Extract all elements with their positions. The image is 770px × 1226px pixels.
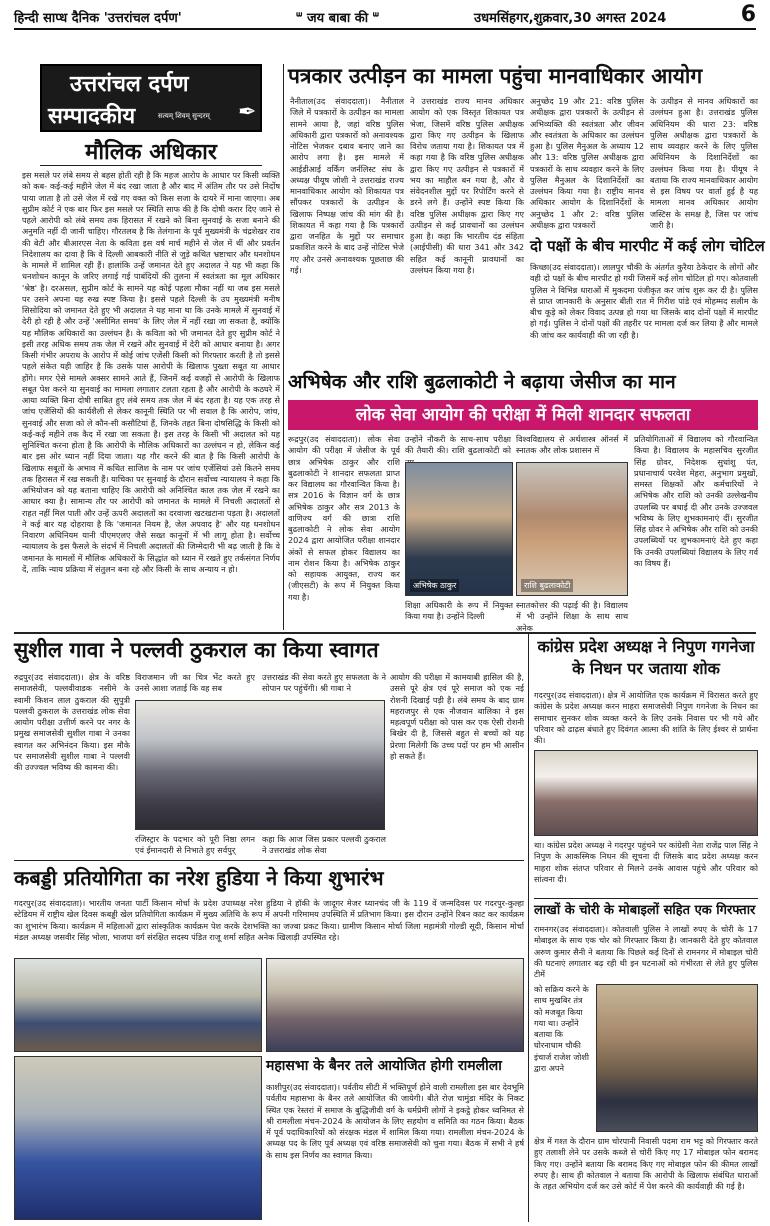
- abhishek-headline: अभिषेक और राशि बुढलाकोटी ने बढ़ाया जेसीज का मान: [288, 371, 676, 393]
- column-divider: [528, 634, 529, 1222]
- masthead: [14, 4, 756, 30]
- congress-body: गदरपुर(उद संवाददाता)। क्षेत्र में आयोजित एक कार्यक्रम में विरासत करते हुए कांग्रेस के प्रदेश अध्यक्ष करन माहरा समाजसेवी निपुण गगनेजा के निधन का समाचार सुनकर शोक व्यक्त करने के लिए उनके निवास पर भी गये और परिवार को ढाढ़स बंधाते हुए दिवंगत आत्मा की शांति के लिए ईश्वर से प्रार्थना की।: [534, 690, 758, 745]
- thief-col-narrow: को सक्रिय करने के साथ मुखबिर तंत्र को मजबूत किया गया था। उन्होंने बताया कि घोरनाधाम चौकी इंचार्ज राजेश जोशी द्वारा अपने: [534, 984, 589, 1073]
- place-date: उधमसिंहगर,शुक्रवार,30 अगस्त 2024: [474, 11, 667, 26]
- abhishek-photo-name: अभिषेक ठाकुर: [410, 579, 459, 592]
- kabaddi-body: गदरपुर(उद संवाददाता)। भारतीय जनता पार्टी किसान मोर्चा के प्रदेश उपाध्यक्ष नरेश हुडिया ने हॉकी के जादूगर मेजर ध्यानचंद जी के 119 वें जन्मदिवस पर गदरपुर-कुल्हा स्टेडियम में राष्ट्रीय खेल दिवस कबड्डी खेल प्रतियोगिता कार्यक्रम में मुख्य अतिथि के रूप में अपनी गरिमामय उपस्थिति में प्रतिभाग किया। इस दौरान उन्होंने रिबन काट कर कार्यक्रम का शुभारंभ किया। कार्यक्रम में महिलाओं द्वारा सांस्कृतिक कार्यक्रम पेश करके देशभक्ति का जज्बा प्रकट किया। ग्रामीण किसान मोर्चा जिला महामंत्री गोल्डी सूदी, किसान मोर्चा मंडल अध्यक्ष जसवीर सिंह भोला, भाजपा वर्ग संरक्षित सदस्य पंडित राजू शर्मा सहित अनेक खिलाड़ी उपस्थित रहे।: [14, 898, 524, 942]
- abhishek-col3: विश्वविद्यालय से अर्थशास्त्र ऑनर्स में स्नातक और लोक प्रशासन में: [516, 434, 628, 456]
- thief-body: रामनगर(उद संवाददाता)। कोतवाली पुलिस ने लाखों रुपए के चोरी के 17 मोबाइल के साथ एक चोर को गिरफ्तार किया है। जानकारी देते हुए कोतवाल अरुण कुमार सैनी ने बताया कि पिछले कई दिनों से रामनगर में मोबाइल चोरी की घटनाएं लगातार बढ़ रही थी इन घटनाओं को गंभीरता से लेते हुए पुलिस टीमें: [534, 924, 758, 979]
- ramleela-headline: महासभा के बैनर तले आयोजित होगी रामलीला: [266, 1058, 502, 1074]
- rashi-photo-name: राशि बुढलाकोटी: [521, 579, 573, 592]
- editorial-logo: [40, 64, 262, 132]
- lead-col1: नैनीताल(उद संवाददाता)। नैनीताल जिले में पत्रकारों के उत्पीड़न का मामला सामने आया है, जहां वरिष्ठ पुलिस अधिकारी द्वारा पत्रकारों को अनावश्यक नोटिस भेजकर दबाव बनाए जाने का आरोप लगा है। इस मामले में आईडीआई वर्किंग जर्नलिस्ट संघ के अध्यक्ष पीयूष जोशी ने उत्तराखंड राज्य मानवाधिकार आयोग को शिकायत पत्र सौंपकर पत्रकारों के उत्पीड़न के खिलाफ निष्पक्ष जांच की मांग की है। शिकायत में कहा गया है कि पत्रकारों द्वारा जनहित के मुद्दों पर समाचार प्रकाशित करने के बाद उन्हें नोटिस भेजे गए और उनसे अनावश्यक पूछताछ की गई।: [290, 96, 404, 275]
- quill-icon: ✒: [238, 100, 257, 125]
- sushil-photo: [135, 700, 385, 830]
- abhishek-col3b: स्नातकोत्तर की पढ़ाई की है। विद्यालय में भी उन्होंने शिक्षा के साथ साथ अनेक: [516, 600, 628, 633]
- section-rule: [14, 860, 524, 861]
- lead-col3: अनुच्छेद 19 और 21: वरिष्ठ पुलिस अधीक्षक द्वारा पत्रकारों के उत्पीड़न से अभिव्यक्ति की स्वतंत्रता और जीवन और स्वतंत्रता के अधिकार का उल्लंघन हुआ है। पुलिस मैनुअल के अध्याय 12 और 13: वरिष्ठ पुलिस अधीक्षक द्वारा पत्रकारों के साथ व्यवहार करने के लिए पुलिस मैनुअल के दिशानिर्देशों का उल्लंघन किया गया है। राष्ट्रीय मानव अधिकार आयोग के दिशानिर्देशों के अनुच्छेद 1 और 2: वरिष्ठ पुलिस अधीक्षक द्वारा पत्रकारों: [530, 96, 644, 230]
- abhishek-subhead: लोक सेवा आयोग की परीक्षा में मिली शानदार सफलता: [288, 400, 758, 430]
- thief-tail: क्षेत्र में गश्त के दौरान ग्राम चोरपानी निवासी पदमा राम भट्ट को गिरफ्तार करते हुए तलाशी लेने पर उसके कब्जे से चोरी किए गए 17 मोबाइल फोन बरामद किए गए। उन्होंने बताया कि बरामद किए गए मोबाइल फोन की कीमत लाखों रुपए है। साथ ही कोतवाल ने बताया कि आरोपी के खिलाफ संबंधित धाराओं के तहत अभियोग दर्ज कर उसे कोर्ट में पेश करने की कार्यवाही की गई है।: [534, 1136, 758, 1191]
- section-rule: [534, 898, 758, 899]
- sushil-col3: उत्तराखंड की सेवा करते हुए सफलता के ने सोपान पर पहुंचेंगी। श्री गाबा ने: [262, 672, 386, 694]
- center-slogan: [296, 8, 446, 26]
- ramleela-body: काशीपुर(उद संवाददाता)। पर्वतीय सीटी में भक्तिपूर्ण होने वाली रामलीला इस बार देवभूमि पर्वतीय महासभा के बैनर तले आयोजित की जायेगी। बीते रोज़ चामुंडा मंदिर के निकट स्थित एक रेस्तरां में समाज के बुद्धिजीवी वर्ग के धर्मप्रेमी लोगों ने इकट्ठे होकर ध्वनिमत से श्री रामलीला मंचन-2024 के आयोजन के लिए सहयोग व समिति का गठन किया। बैठक में पूर्व पदाधिकारियों को संरक्षक मंडल में शामिल किया गया। रामलीला मंचन-2024 के अध्यक्ष पद के लिए पूर्व अध्यक्ष एवं वरिष्ठ समाजसेवी को चुना गया। बैठक में सभी ने हर्ष के साथ इस निर्णय का स्वागत किया।: [266, 1082, 524, 1160]
- trident-icon: ᐜ: [372, 11, 380, 26]
- thief-photo: [596, 984, 758, 1132]
- editorial-body: इस मसले पर लंबे समय से बहस होती रही है कि महज आरोप के आधार पर किसी व्यक्ति को कब- कई-कई महीने जेल में बंद रखा जाता है और बाद में अंतिम तौर पर उसे निर्दोष पाया जाता है तो उसे जेल में रखे गए वक्त को किस सजा के दायरे में माना जाएगा। अब सुप्रीम कोर्ट ने एक बार फिर इस मसले पर स्थिति साफ की है कि दोषी करार दिए जाने से पहले आरोपी को लंबे समय तक हिरासत में रखने को बिना सुनवाई के सजा बनाने की अनुमति नहीं दी जानी चाहिए। गौरतलब है कि तेलंगाना के पूर्व मुख्यमंत्री के चंद्रशेखर राव की बेटी और बीआरएस नेता के कविता इस वर्ष मार्च महीने से जेल में थीं और प्रवर्तन निदेशालय का दावा है कि वे दिल्ली आबकारी नीति से जुड़े कथित भ्रष्टाचार और धनशोधन के मामले में शामिल रही हैं। हालांकि उन्हें जमानत देते हुए अदालत ने यह भी कहा कि धनशोधन कानून के जरिए लगाई गई पाबंदियों की तुलना में स्वतंत्रता का मूल अधिकार 'श्रेष्ठ' है। दरअसल, सुप्रीम कोर्ट के सामने यह कोई पहला मौका नहीं था जब इस मसले पर उसने अपना यह रुख स्पष्ट किया है। इससे पहले दिल्ली के उप मुख्यमंत्री मनीष सिसोदिया को जमानत देते हुए भी अदालत ने यह माना था कि उनके मामले में सुनवाई में देरी हो रही है और उन्हें 'असीमित समय' के लिए जेल में नहीं रखा जा सकता है, क्योंकि यह मौलिक अधिकारों का उल्लंघन है। के कविता को भी जमानत देते हुए सुप्रीम कोर्ट ने इसी तरह अधिक समय तक जेल में रखने और सुनवाई में देरी को आधार बनाया है। अगर किसी गंभीर अपराध के आरोप में कोई जांच एजेंसी किसी को गिरफ्तार करती है तो इससे पहले संकेत यही जाहिर है कि उसके पास आरोपी के खिलाफ पुख्ता सबूत या आधार होंगे। मगर ऐसे मामले अक्सर सामने आते हैं, जिनमें कई वजहों से आरोपी के खिलाफ सबूत पेश करने या सुनवाई का मामला लगातार टलता रहता है और आरोपी के कठघरे में आया व्यक्ति बिना दोषी साबित हुए लंबे समय तक जेल में बंद रहता है। यह एक तरह से जांच एजेंसियों की कार्यशैली से लेकर कानूनी स्थिति पर भी सवाल है कि आरोप, जांच, सुनवाई और सजा को ले कौन-सी कसौटियां हैं, जिनके तहत बिना दोषसिद्धि के किसी को कई-कई महीने तक कैद में रखा जा सकता है। इस तरह के किसी भी अदालत को यह सुनिश्चित करना होता है कि आरोपी के मौलिक अधिकारों का उल्लंघन न हो, लेकिन कई बार इस ओर ध्यान नहीं दिया जाता। यह गौर करने की बात है कि किसी आरोपी के खिलाफ सबूतों के अभाव में कथित साजिश के नाम पर जांच एजेंसियां उसे कितने समय तक हिरासत में रख सकती हैं। याचिका पर सुनवाई के दौरान सर्वोच्च न्यायालय ने कहा कि अभियोजन को यह बताना चाहिए कि आरोपी को अनिश्चित काल तक जेल में रखने का आधार क्या है। सामान्य तौर पर आरोपी को जमानत के मामले में निचली अदालतों से राहत नहीं मिल पाती और उन्हें ऊपरी अदालतों का दरवाजा खटखटाना पड़ता है। अदालतों ने कई बार यह दोहराया है कि 'जमानत नियम है, जेल अपवाद है' और यह धनशोधन निवारण अधिनियम यानी पीएमएलए जैसे सख्त कानूनों में भी लागू होता है। सर्वोच्च न्यायालय के इस फैसले के संदर्भ में निचली अदालतों की जिम्मेदारी भी बढ़ जाती है कि वे जमानत के मामलों में मौलिक अधिकारों के सिद्धांत को ध्यान में रखते हुए तर्कसंगत निर्णय दें, ताकि न्याय प्रक्रिया में संतुलन बना रहे और किसी के साथ अन्याय न हो।: [22, 170, 280, 574]
- section-rule: [14, 632, 756, 634]
- fight-body: किच्छा(उद संवाददाता)। लालपुर चौकी के अंतर्गत कुरैया ठेकेदार के लोगों और वही दो पक्षों के बीच मारपीट हो गयी जिसमें कई लोग चोटिल हो गए। कोतवाली पुलिस ने विभिन्न धाराओं में मुकदमा पंजीकृत कर जांच शुरू कर दी है। पुलिस से प्राप्त जानकारी के अनुसार बीती रात में गिरीश पांडे एवं मोहम्मद सलीम के बीच कूड़े को लेकर विवाद उत्पन्न हो गया था जिसके बाद दोनों पक्षों में मारपीट हो गई। पुलिस ने दोनों पक्षों की तहरीर पर मामला दर्ज कर लिया है और मामले की जांच कर कार्यवाही की जा रही है।: [530, 262, 758, 340]
- editorial-headline: मौलिक अधिकार: [40, 136, 262, 166]
- editorial-logo-subtitle: सम्पादकीय: [48, 104, 136, 129]
- congress-photo: [534, 750, 758, 836]
- column-divider: [283, 64, 284, 630]
- thief-headline: लाखों के चोरी के मोबाइलों सहित एक गिरफ्तार: [534, 903, 756, 918]
- editorial-logo-title: उत्तरांचल दर्पण: [70, 72, 189, 97]
- sushil-col4: आयोग की परीक्षा में कामयाबी हासिल की है, उससे पूरे क्षेत्र एवं पूरे समाज को एक नई रोशनी दिखाई पड़ी है। लंबे समय के बाद ग्राम महराजपुर से एक नौजवान बालिका ने इस महत्वपूर्ण परीक्षा को पास कर एक ऐसी रोशनी बिखेर दी है, जिससे बहुत से बच्चों को यह प्रेरणा मिलेगी कि उच्च पदों पर हम भी आसीन हो सकते हैं।: [390, 672, 524, 761]
- kabaddi-photo-right: [266, 958, 524, 1052]
- sushil-caption-left: रजिस्ट्रार के पदभार को पूरी निष्ठा लगन एवं ईमानदारी से निभाते हुए सर्वपुर्: [135, 834, 255, 856]
- sushil-col2: विराजमान जी का चित्र भेंट करते हुए उनसे आशा जताई कि वह सब: [135, 672, 255, 694]
- abhishek-photo: [405, 462, 513, 596]
- congress-caption: था। कांग्रेस प्रदेश अध्यक्ष ने गदरपुर पहुंचने पर कांग्रेसी नेता राजेंद्र पाल सिंह ने निपुण के आकस्मिक निधन की सूचना दी जिसके बाद प्रदेश अध्यक्ष करन माहरा शोक संतप्त परिवार से मिलने उनके आवास पहुंचे और परिवार को सांत्वना दी।: [534, 840, 758, 884]
- paper-name: हिन्दी साप्ध दैनिक 'उत्तरांचल दर्पण': [14, 11, 182, 26]
- motto: सत्यम् शिवम् सुन्दरम्: [158, 112, 210, 120]
- sushil-col1: रुद्रपुर(उद संवाददाता)। क्षेत्र के वरिष्ठ समाजसेवी, पल्लवीवाडक नसीमे के स्वामी किशन लाल ठुकराल की सुपुत्री पल्लवी ठुकराल के उत्तराखंड लोक सेवा आयोग परीक्षा उत्तीर्ण करने पर नगर के प्रमुख समाजसेवी सुशील गाबा ने उनका स्वागत कर अभिनंदन किया। इस मौके पर समाजसेवी सुशील गाबा ने पल्लवी की उज्ज्वल भविष्य की कामना की।: [14, 672, 130, 772]
- kabaddi-headline: कबड्डी प्रतियोगिता का नरेश हुडिया ने किया शुभारंभ: [14, 866, 384, 890]
- lead-col2: ने उत्तराखंड राज्य मानव अधिकार आयोग को एक विस्तृत शिकायत पत्र भेजा, जिसमें वरिष्ठ पुलिस अधीक्षक द्वारा किए गए उत्पीड़न के खिलाफ विरोध जताया गया है। शिकायत पत्र में कहा गया है कि वरिष्ठ पुलिस अधीक्षक द्वारा किए गए उत्पीड़न से पत्रकारों में भय का माहौल बन गया है, और वे संवेदनशील मुद्दों पर रिपोर्टिंग करने से डरने लगे हैं। उन्होंने स्पष्ट किया कि वरिष्ठ पुलिस अधीक्षक द्वारा किए गए उत्पीड़न से कई प्रावधानों का उल्लंघन हुआ है। कहा कि भारतीय दंड संहिता (आईपीसी) की धारा 341 और 342 सहित कई कानूनी प्रावधानों का उल्लंघन किया गया है।: [410, 96, 524, 275]
- slogan-text: जय बाबा की: [306, 11, 369, 26]
- congress-headline: कांग्रेस प्रदेश अध्यक्ष ने निपुण गगनेजा के निधन पर जताया शोक: [537, 637, 755, 678]
- rashi-photo: [516, 462, 628, 596]
- abhishek-col2: उन्होंने नौकरी के साथ-साथ परीक्षा की तैयारी की। राशि बुढलाकोटी को: [405, 434, 511, 456]
- lead-headline: पत्रकार उत्पीड़न का मामला पहुंचा मानवाधिकार आयोग: [288, 64, 703, 88]
- sushil-headline: सुशील गावा ने पल्लवी ठुकराल का किया स्वागत: [14, 638, 379, 662]
- fight-headline: दो पक्षों के बीच मारपीट में कई लोग चोटिल: [530, 237, 765, 255]
- kabaddi-photo-team: [14, 1056, 262, 1220]
- kabaddi-photo-left: [14, 958, 262, 1052]
- sushil-caption-right: कहा कि आज जिस प्रकार पल्लवी ठुकराल ने उत्तराखंड लोक सेवा: [262, 834, 386, 856]
- page-number: 6: [740, 2, 756, 27]
- lead-col4: के उत्पीड़न से मानव अधिकारों का उल्लंघन हुआ है। उत्तराखंड पुलिस अधिनियम की धारा 23: वरिष्ठ पुलिस अधीक्षक द्वारा पत्रकारों के साथ व्यवहार करने के लिए पुलिस अधिनियम के दिशानिर्देशों का उल्लंघन किया गया है। पीयूष ने बताया कि राज्य मानवाधिकार आयोग से इस विषय पर वार्ता हुई है यह मामला मानव अधिकार आयोग जस्टिस के समक्ष है, जिस पर जांच जारी है।: [650, 96, 758, 230]
- abhishek-col1: रूद्रपुर(उद संवाददाता)। लोक सेवा आयोग की परीक्षा में जेसीज के पूर्व छात्र अभिषेक ठाकुर और राशि बुढलाकोटी ने शानदार सफलता प्राप्त कर विद्यालय का गौरवान्वित किया है। सत्र 2016 के विज्ञान वर्ग के छात्र अभिषेक ठाकुर और सत्र 2013 के वाणिज्य वर्ग की छात्रा राशि बुढलाकोटी ने लोक सेवा आयोग 2024 द्वारा आयोजित परीक्षा शानदार अंकों से सफल होकर विद्यालय का नाम रोशन किया है। अभिषेक ठाकुर को सहायक आयुक्त, राज्य कर (जीएसटी) के रूप में नियुक्त किया गया है।: [288, 434, 400, 602]
- trident-icon: ᐜ: [296, 11, 303, 26]
- abhishek-caption: शिक्षा अधिकारी के रूप में नियुक्त किया गया है। उन्होंने दिल्ली: [405, 600, 513, 622]
- abhishek-col4: प्रतियोगिताओं में विद्यालय को गौरवान्वित किया है। विद्यालय के महासचिव सुरजीत सिंह ग्रोवर, निदेशक सुधांशु पंत, प्रधानाचार्य परवेश मेहरा, अनुभाग प्रमुखों, समस्त शिक्षकों और कर्मचारियों ने अभिषेक और राशि को उनकी उल्लेखनीय उपलब्धि पर बधाई दी और उनके उज्जवल भविष्य के लिए शुभकामनाएं दीं। सुरजीत सिंह ग्रोवर ने अभिषेक और राशि को उनकी उपलब्धियों पर शुभकामनाएं देते हुए कहा कि उनकी उपलब्धियां विद्यालय के लिए गर्व का विषय हैं।: [634, 434, 758, 568]
